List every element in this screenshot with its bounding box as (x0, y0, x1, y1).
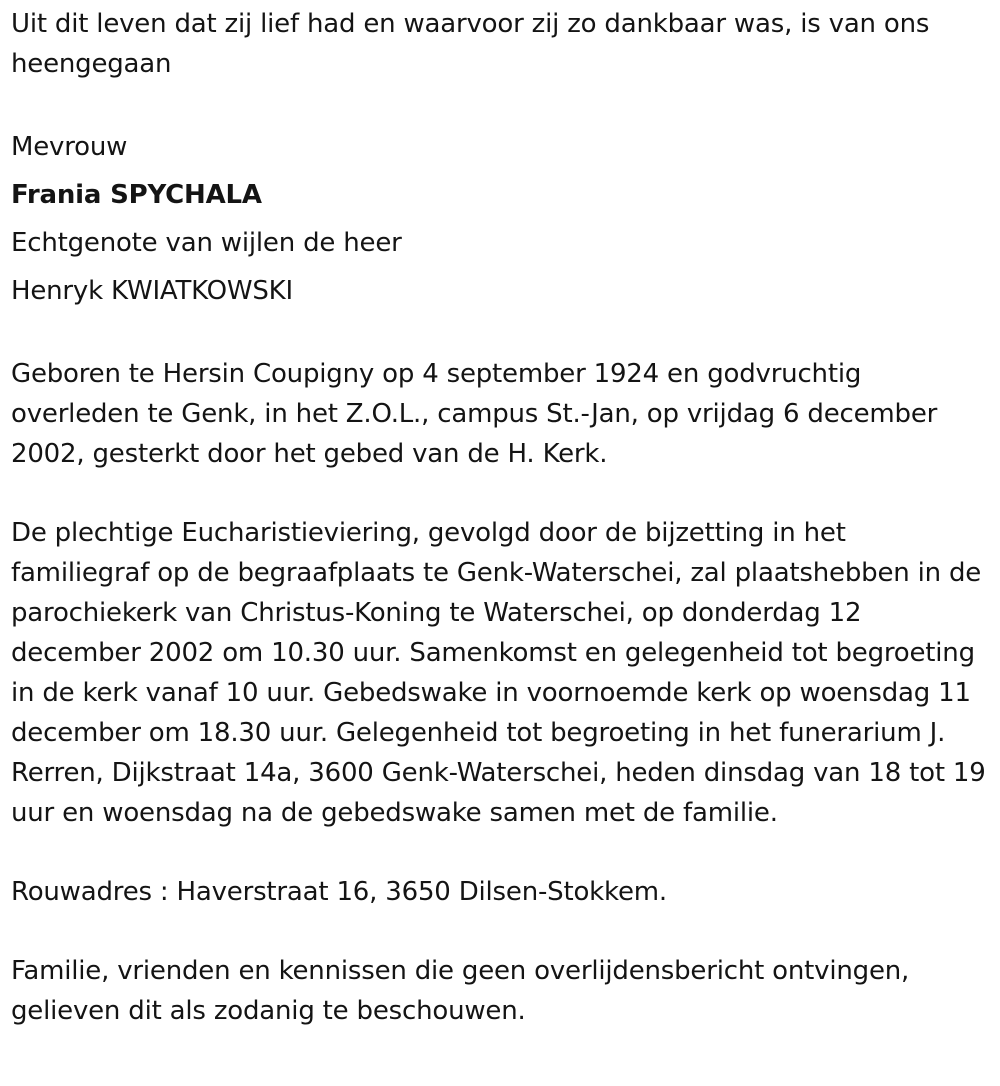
relation-line: Echtgenote van wijlen de heer (11, 228, 402, 258)
name-block (11, 123, 991, 315)
ceremony-paragraph: De plechtige Eucharistieviering, gevolgd door de bijzetting in het familiegraf op de begraafplaats te Genk-Waterschei, zal plaatshebben in de parochiekerk van Christus-Koning te Waterschei, op donderdag 12 december 2002 om 10.30 uur. Samenkomst en gelegenheid tot begroeting in de kerk vanaf 10 uur. Gebedswake in voornoemde kerk op woensdag 11 december om 18.30 uur. Gelegenheid tot begroeting in het funerarium J. Rerren, Dijkstraat 14a, 3600 Genk-Waterschei, heden dinsdag van 18 tot 19 uur en woensdag na de gebedswake samen met de familie. (11, 518, 986, 828)
spouse-name: Henryk KWIATKOWSKI (11, 276, 293, 306)
salutation: Mevrouw (11, 132, 128, 162)
intro-text: Uit dit leven dat zij lief had en waarvoor zij zo dankbaar was, is van ons heengegaan (11, 9, 930, 79)
deceased-name: Frania SPYCHALA (11, 180, 262, 210)
closing-paragraph: Familie, vrienden en kennissen die geen overlijdensbericht ontvingen, gelieven dit als zodanig te beschouwen. (11, 956, 910, 1026)
obituary-notice (11, 4, 991, 1031)
birth-death-paragraph: Geboren te Hersin Coupigny op 4 september 1924 en godvruchtig overleden te Genk, in het Z.O.L., campus St.-Jan, op vrijdag 6 december 2002, gesterkt door het gebed van de H. Kerk. (11, 359, 938, 469)
mourning-address: Rouwadres : Haverstraat 16, 3650 Dilsen-Stokkem. (11, 877, 667, 907)
